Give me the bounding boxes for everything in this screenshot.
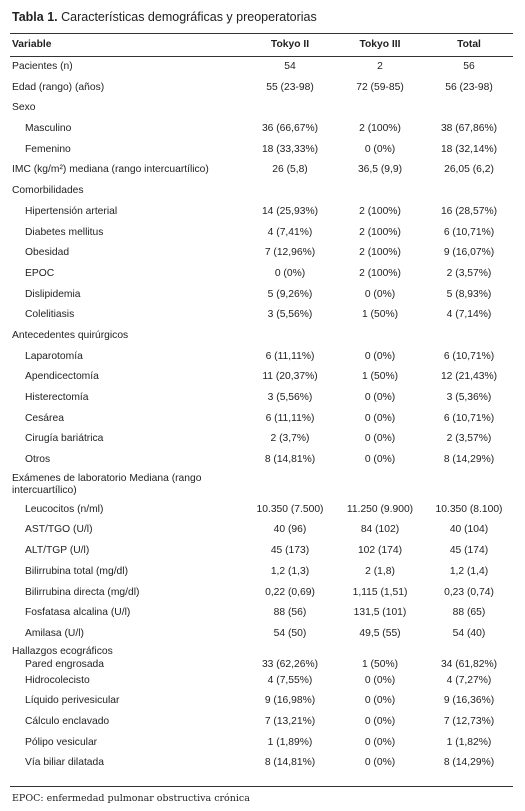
value-total: 12 (21,43%) [440, 371, 498, 383]
table-row [10, 429, 513, 450]
row-label: Líquido perivesicular [25, 695, 120, 707]
table-row [10, 541, 513, 562]
value-tokyo-ii: 3 (5,56%) [267, 309, 313, 321]
value-tokyo-ii: 40 (96) [273, 524, 307, 536]
table-row [10, 181, 513, 202]
row-label: EPOC [25, 267, 55, 279]
table-row [10, 57, 513, 78]
value-tokyo-iii: 36,5 (9,9) [357, 164, 403, 176]
value-tokyo-iii: 2 [377, 61, 383, 72]
row-label: Bilirrubina directa (mg/dl) [25, 586, 140, 598]
table-row [10, 223, 513, 244]
value-tokyo-iii: 0 (0%) [364, 288, 396, 300]
value-total: 18 (32,14%) [440, 143, 498, 155]
row-label: Exámenes de laboratorio Mediana (rango intercuartílico) [12, 472, 202, 497]
row-label: Hallazgos ecográficos [12, 645, 113, 657]
table-row [10, 658, 513, 671]
table-row [10, 78, 513, 99]
table-row [10, 624, 513, 645]
table-row [10, 520, 513, 541]
value-tokyo-ii: 2 (3,7%) [270, 433, 310, 445]
table-header-row [10, 34, 513, 57]
value-total: 56 (23-98) [445, 81, 493, 93]
row-label: Pólipo vesicular [25, 736, 98, 748]
row-label: Pacientes (n) [12, 61, 73, 72]
header-tokyo-ii: Tokyo II [270, 39, 310, 50]
value-tokyo-ii: 1 (1,89%) [267, 736, 313, 748]
table-row [10, 500, 513, 521]
value-tokyo-iii: 2 (100%) [359, 267, 401, 279]
value-tokyo-ii: 8 (14,81%) [264, 757, 316, 769]
value-tokyo-iii: 0 (0%) [364, 454, 396, 466]
value-tokyo-ii: 54 [284, 61, 296, 72]
value-tokyo-iii: 0 (0%) [364, 757, 396, 769]
row-label: AST/TGO (U/l) [25, 524, 93, 536]
value-tokyo-ii [245, 471, 335, 485]
value-total: 26,05 (6,2) [444, 164, 494, 176]
value-tokyo-iii: 0 (0%) [364, 350, 396, 362]
value-tokyo-ii: 14 (25,93%) [261, 205, 319, 217]
value-tokyo-ii: 88 (56) [273, 607, 307, 619]
value-total: 8 (14,29%) [443, 454, 495, 466]
row-label: Diabetes mellitus [25, 226, 104, 238]
value-tokyo-ii: 33 (62,26%) [261, 658, 319, 670]
value-tokyo-ii: 6 (11,11%) [265, 412, 315, 424]
row-label: IMC (kg/m²) mediana (rango intercuartílico) [12, 164, 209, 176]
table-row [10, 691, 513, 712]
value-tokyo-iii: 1,115 (1,51) [352, 586, 408, 598]
row-label: Dislipidemia [25, 288, 81, 300]
value-total [425, 471, 513, 485]
value-tokyo-ii: 36 (66,67%) [261, 123, 319, 135]
value-tokyo-iii: 131,5 (101) [353, 607, 407, 619]
value-tokyo-ii: 7 (12,96%) [264, 247, 316, 259]
value-total: 0,23 (0,74) [444, 586, 494, 598]
value-total: 88 (65) [452, 607, 486, 619]
row-label: Pared engrosada [25, 658, 105, 670]
value-tokyo-iii: 49,5 (55) [359, 627, 401, 639]
table-row [10, 450, 513, 471]
table-row [10, 119, 513, 140]
value-tokyo-ii: 3 (5,56%) [267, 392, 313, 403]
value-tokyo-ii: 6 (11,11%) [265, 350, 315, 362]
value-tokyo-iii: 2 (100%) [359, 226, 401, 238]
value-tokyo-iii: 1 (50%) [361, 371, 399, 383]
table-bottom-rule [10, 786, 513, 787]
table-row [10, 603, 513, 624]
row-label: Colelitiasis [25, 309, 75, 321]
value-tokyo-iii: 0 (0%) [364, 695, 396, 707]
table-caption [12, 9, 317, 25]
table-row [10, 98, 513, 119]
value-total: 38 (67,86%) [440, 123, 498, 135]
table-row [10, 733, 513, 754]
table-row [10, 347, 513, 368]
value-total: 9 (16,07%) [443, 247, 495, 259]
value-tokyo-iii: 0 (0%) [364, 143, 396, 155]
value-tokyo-iii: 84 (102) [360, 524, 400, 536]
value-tokyo-ii: 4 (7,41%) [267, 226, 313, 238]
table-row [10, 583, 513, 604]
row-label: Sexo [12, 102, 36, 114]
row-label: Bilirrubina total (mg/dl) [25, 565, 129, 577]
row-label: Hipertensión arterial [25, 205, 118, 217]
value-total: 7 (12,73%) [443, 715, 495, 727]
value-tokyo-ii: 4 (7,55%) [267, 674, 313, 686]
row-label: Otros [25, 454, 51, 466]
table-caption-label: Tabla 1. [12, 10, 58, 24]
value-total: 9 (16,36%) [443, 695, 495, 707]
value-tokyo-iii: 102 (174) [357, 545, 403, 557]
value-total: 5 (8,93%) [446, 288, 492, 300]
table-row [10, 562, 513, 583]
value-total: 2 (3,57%) [446, 267, 492, 279]
value-tokyo-iii [335, 471, 425, 485]
value-tokyo-ii: 54 (50) [273, 627, 307, 639]
value-total: 40 (104) [449, 524, 489, 536]
row-label: Comorbilidades [12, 185, 84, 197]
row-label: Edad (rango) (años) [12, 81, 105, 93]
row-label: Antecedentes quirúrgicos [12, 329, 129, 341]
value-total: 54 (40) [452, 627, 486, 639]
value-tokyo-ii: 7 (13,21%) [264, 715, 316, 727]
value-total: 45 (174) [449, 545, 489, 557]
value-tokyo-ii: 5 (9,26%) [267, 288, 313, 300]
table-footnote: EPOC: enfermedad pulmonar obstructiva crónica [12, 793, 250, 804]
row-label: Obesidad [25, 247, 70, 259]
value-tokyo-ii: 0 (0%) [274, 267, 306, 279]
value-total: 10.350 (8.100) [435, 503, 503, 515]
row-label: Vía biliar dilatada [25, 757, 104, 769]
value-tokyo-iii: 0 (0%) [364, 392, 396, 403]
value-total: 6 (10,71%) [443, 226, 495, 238]
table-caption-text: Características demográficas y preoperatorias [57, 10, 317, 24]
value-tokyo-iii: 2 (100%) [359, 247, 401, 259]
table-row [10, 409, 513, 430]
value-total: 56 [463, 61, 475, 72]
value-total: 2 (3,57%) [446, 433, 492, 445]
value-total: 16 (28,57%) [440, 205, 498, 217]
value-total: 8 (14,29%) [443, 757, 495, 769]
header-total: Total [457, 39, 481, 50]
row-label: Hidrocolecisto [25, 674, 90, 686]
value-tokyo-iii: 2 (100%) [359, 205, 401, 217]
value-tokyo-iii: 0 (0%) [364, 715, 396, 727]
row-label: Masculino [25, 123, 72, 135]
table-row [10, 471, 513, 500]
value-tokyo-ii: 18 (33,33%) [261, 143, 319, 155]
table-row [10, 243, 513, 264]
table-row [10, 140, 513, 161]
value-tokyo-iii: 2 (100%) [359, 123, 401, 135]
table-row [10, 326, 513, 347]
table-row [10, 671, 513, 692]
row-label: Amilasa (U/l) [25, 627, 84, 639]
table-row [10, 645, 513, 658]
row-label: Histerectomía [25, 392, 89, 403]
value-total: 6 (10,71%) [443, 412, 495, 424]
value-tokyo-iii: 0 (0%) [364, 736, 396, 748]
value-total: 6 (10,71%) [443, 350, 495, 362]
table-body [10, 57, 513, 774]
table-row [10, 160, 513, 181]
table-row [10, 367, 513, 388]
value-tokyo-ii: 8 (14,81%) [264, 454, 316, 466]
table-row [10, 202, 513, 223]
value-tokyo-iii: 0 (0%) [364, 412, 396, 424]
row-label: ALT/TGP (U/l) [25, 545, 90, 557]
table-row [10, 264, 513, 285]
value-total: 3 (5,36%) [446, 392, 492, 403]
row-label: Cirugía bariátrica [25, 433, 104, 445]
value-total: 1 (1,82%) [446, 736, 492, 748]
row-label: Cálculo enclavado [25, 715, 110, 727]
table-row [10, 305, 513, 326]
value-tokyo-ii: 55 (23-98) [266, 81, 314, 93]
row-label: Cesárea [25, 412, 64, 424]
value-tokyo-iii: 11.250 (9.900) [346, 503, 414, 515]
table-row [10, 712, 513, 733]
value-tokyo-ii: 0,22 (0,69) [265, 586, 315, 598]
value-tokyo-ii: 9 (16,98%) [264, 695, 316, 707]
value-total: 4 (7,27%) [446, 674, 492, 686]
value-tokyo-ii: 1,2 (1,3) [270, 565, 310, 577]
row-label: Apendicectomía [25, 371, 99, 383]
value-tokyo-iii: 1 (50%) [361, 309, 399, 321]
row-label: Femenino [25, 143, 71, 155]
value-tokyo-iii: 1 (50%) [361, 658, 399, 670]
value-total: 34 (61,82%) [440, 658, 498, 670]
value-total: 4 (7,14%) [446, 309, 492, 321]
value-tokyo-iii: 2 (1,8) [365, 565, 395, 577]
value-tokyo-iii: 72 (59-85) [356, 81, 404, 93]
value-tokyo-ii: 11 (20,37%) [262, 371, 318, 383]
value-tokyo-ii: 10.350 (7.500) [256, 503, 324, 515]
value-tokyo-iii: 0 (0%) [364, 433, 396, 445]
value-tokyo-ii: 45 (173) [270, 545, 310, 557]
value-total: 1,2 (1,4) [449, 565, 489, 577]
demographics-table [10, 33, 513, 774]
table-row [10, 388, 513, 409]
value-tokyo-ii: 26 (5,8) [272, 164, 308, 176]
table-row [10, 285, 513, 306]
row-label: Fosfatasa alcalina (U/l) [25, 607, 131, 619]
row-label: Laparotomía [25, 350, 83, 362]
header-variable: Variable [12, 39, 52, 50]
row-label: Leucocitos (n/ml) [25, 503, 104, 515]
header-tokyo-iii: Tokyo III [359, 39, 401, 50]
value-tokyo-iii: 0 (0%) [364, 674, 396, 686]
table-row [10, 753, 513, 774]
